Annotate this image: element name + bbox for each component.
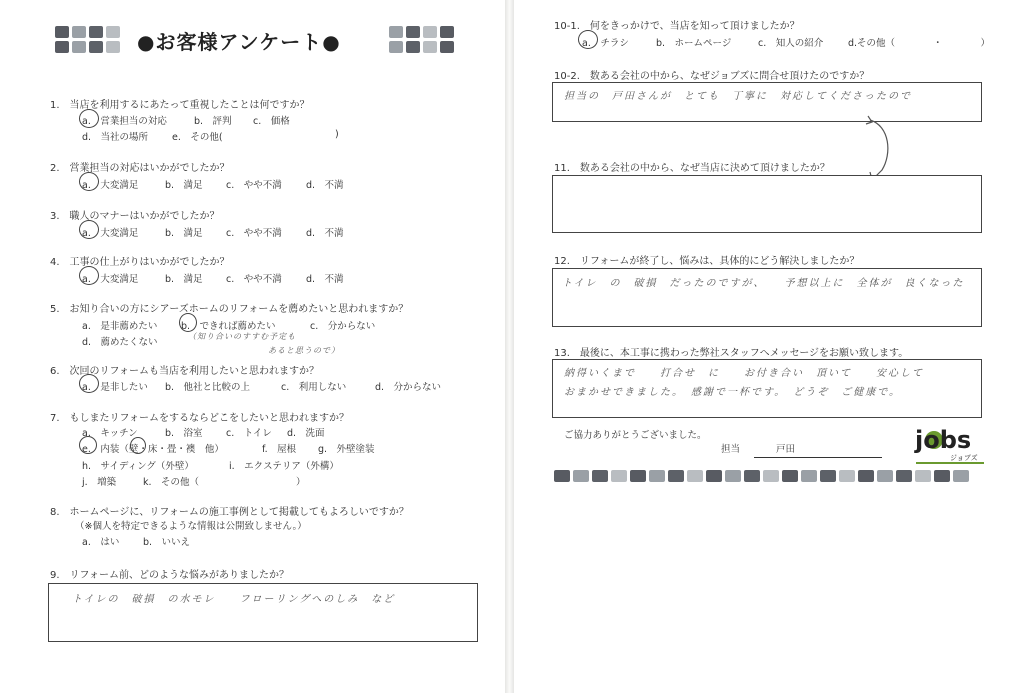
q7-option-k-close: ）: [296, 477, 306, 488]
q2-selected-circle: [79, 172, 99, 191]
survey-left-page: [0, 0, 505, 693]
pattern-square: [687, 470, 703, 482]
pattern-square: [406, 41, 420, 53]
question-9: 9. リフォーム前、どのような悩みがありましたか？: [50, 570, 290, 581]
pattern-square: [782, 470, 798, 482]
pattern-square: [106, 26, 120, 38]
pattern-square: [820, 470, 836, 482]
q13-handwritten-line-1: 納得いくまで 打合せ に お付き合い 頂いて 安心して: [564, 368, 924, 379]
q7-option-a[interactable]: a. キッチン: [82, 428, 138, 439]
decorative-squares-left: [55, 26, 121, 54]
q10-1-option-d[interactable]: d.その他（ ・ ）: [848, 38, 991, 49]
pattern-square: [55, 41, 69, 53]
pattern-square: [423, 26, 437, 38]
staff-name: 戸田: [776, 444, 796, 455]
staff-signature-line: [754, 457, 882, 458]
pattern-square: [706, 470, 722, 482]
question-6: 6. 次回のリフォームも当店を利用したいと思われますか？: [50, 366, 320, 377]
q5-option-b[interactable]: b. できれば薦めたい: [181, 321, 276, 332]
pattern-square: [877, 470, 893, 482]
question-5: 5. お知り合いの方にシアーズホームのリフォームを薦めたいと思われますか？: [50, 304, 409, 315]
q8-option-b[interactable]: b. いいえ: [143, 537, 191, 548]
pattern-square: [763, 470, 779, 482]
q12-handwritten-answer: トイレ の 破損 だったのですが、 予想以上に 全体が 良くなった: [562, 278, 965, 289]
pattern-square: [934, 470, 950, 482]
q3-selected-circle: [79, 220, 99, 239]
question-8: 8. ホームページに、リフォームの施工事例として掲載してもよろしいですか？: [50, 507, 409, 518]
q7-option-e[interactable]: e. 内装（壁・床・畳・襖 他）: [82, 444, 224, 455]
q5-handwritten-note-2: あると思うので）: [268, 346, 340, 355]
q1-selected-circle: [79, 109, 99, 128]
q6-option-d[interactable]: d. 分からない: [375, 382, 442, 393]
q1-option-b[interactable]: b. 評判: [194, 116, 232, 127]
q6-option-c[interactable]: c. 利用しない: [281, 382, 347, 393]
q8-note: （※個人を特定できるような情報は公開致しません。）: [75, 521, 307, 532]
question-7: 7. もしまたリフォームをするならどこをしたいと思われますか？: [50, 413, 350, 424]
pattern-square: [89, 41, 103, 53]
q5-option-a[interactable]: a. 是非薦めたい: [82, 321, 158, 332]
pattern-square: [801, 470, 817, 482]
logo-subtext: ジョブズ: [950, 454, 978, 462]
q3-option-a[interactable]: a. 大変満足: [82, 228, 139, 239]
q6-option-a[interactable]: a. 是非したい: [82, 382, 148, 393]
logo-text: jobs: [915, 426, 972, 454]
pattern-square: [89, 26, 103, 38]
q10-1-option-b[interactable]: b. ホームページ: [656, 38, 732, 49]
q2-option-c[interactable]: c. やや不満: [226, 180, 282, 191]
pattern-square: [630, 470, 646, 482]
q7-option-f[interactable]: f. 屋根: [262, 444, 297, 455]
q2-option-d[interactable]: d. 不満: [306, 180, 344, 191]
q6-selected-circle: [79, 374, 99, 393]
pattern-square: [592, 470, 608, 482]
q1-option-e[interactable]: e. その他(: [172, 132, 223, 143]
q3-option-c[interactable]: c. やや不満: [226, 228, 282, 239]
q6-option-b[interactable]: b. 他社と比較の上: [165, 382, 251, 393]
page-title: ●お客様アンケート●: [137, 30, 341, 54]
q4-option-b[interactable]: b. 満足: [165, 274, 203, 285]
q10-1-option-a[interactable]: a. チラシ: [582, 38, 629, 49]
q2-option-b[interactable]: b. 満足: [165, 180, 203, 191]
q13-handwritten-line-2: おまかせできました。 感謝で一杯です。 どうぞ ご健康で。: [564, 387, 901, 398]
q3-option-d[interactable]: d. 不満: [306, 228, 344, 239]
pattern-square: [106, 41, 120, 53]
question-13: 13. 最後に、本工事に携わった弊社スタッフへメッセージをお願い致します。: [554, 348, 909, 359]
pattern-square: [839, 470, 855, 482]
q11-answer-box[interactable]: [552, 175, 982, 233]
q5-handwritten-note-1: （知り合いのすすむ予定も: [188, 332, 297, 341]
q4-option-c[interactable]: c. やや不満: [226, 274, 282, 285]
q7-selected-circle-wall: [130, 437, 146, 454]
question-4: 4. 工事の仕上がりはいかがでしたか？: [50, 257, 230, 268]
q9-handwritten-answer: トイレの 破損 の水モレ フローリングへのしみ など: [72, 594, 396, 605]
q7-option-k[interactable]: k. その他（: [143, 477, 200, 488]
q7-option-d[interactable]: d. 洗面: [287, 428, 325, 439]
page-fold: [505, 0, 514, 693]
jobs-logo: [914, 418, 986, 466]
pattern-square: [55, 26, 69, 38]
q1-option-e-close: ): [335, 129, 339, 140]
pattern-square: [858, 470, 874, 482]
q5-selected-circle: [179, 313, 197, 332]
survey-right-page: [514, 0, 1024, 693]
question-12: 12. リフォームが終了し、悩みは、具体的にどう解決しましたか？: [554, 256, 860, 267]
pattern-square: [896, 470, 912, 482]
q10-1-option-c[interactable]: c. 知人の紹介: [758, 38, 824, 49]
pattern-square: [611, 470, 627, 482]
q1-option-a[interactable]: a. 営業担当の対応: [82, 116, 167, 127]
pattern-square: [440, 41, 454, 53]
question-10-2: 10-2. 数ある会社の中から、なぜジョブズに問合せ頂けたのですか？: [554, 71, 870, 82]
pattern-square: [72, 41, 86, 53]
pattern-square: [72, 26, 86, 38]
q7-option-j[interactable]: j. 増築: [82, 477, 117, 488]
question-3: 3. 職人のマナーはいかがでしたか？: [50, 211, 220, 222]
q7-option-g[interactable]: g. 外壁塗装: [318, 444, 375, 455]
q7-option-i[interactable]: i. エクステリア（外構）: [229, 461, 339, 472]
q10-2-handwritten-answer: 担当の 戸田さんが とても 丁寧に 対応してくださったので: [564, 91, 912, 102]
q7-option-b[interactable]: b. 浴室: [165, 428, 203, 439]
decorative-squares-right: [389, 26, 455, 54]
pattern-square: [423, 41, 437, 53]
question-10-1: 10-1. 何をきっかけで、当店を知って頂けましたか？: [554, 21, 800, 32]
pattern-square: [573, 470, 589, 482]
q3-option-b[interactable]: b. 満足: [165, 228, 203, 239]
pattern-square: [915, 470, 931, 482]
pattern-square: [440, 26, 454, 38]
pattern-square: [649, 470, 665, 482]
pattern-square: [406, 26, 420, 38]
q4-option-d[interactable]: d. 不満: [306, 274, 344, 285]
question-1: 1. 当店を利用するにあたって重視したことは何ですか？: [50, 100, 310, 111]
staff-label: 担当: [721, 444, 741, 455]
q4-selected-circle: [79, 266, 99, 285]
pattern-square: [554, 470, 570, 482]
q1-option-d[interactable]: d. 当社の場所: [82, 132, 149, 143]
q5-option-c[interactable]: c. 分からない: [310, 321, 376, 332]
q7-option-c[interactable]: c. トイレ: [226, 428, 272, 439]
pattern-square: [389, 41, 403, 53]
q7-option-h[interactable]: h. サイディング（外壁）: [82, 461, 194, 472]
q8-option-a[interactable]: a. はい: [82, 537, 120, 548]
question-11: 11. 数ある会社の中から、なぜ当店に決めて頂けましたか？: [554, 163, 830, 174]
q4-option-a[interactable]: a. 大変満足: [82, 274, 139, 285]
pattern-square: [744, 470, 760, 482]
pattern-square: [725, 470, 741, 482]
pattern-square: [668, 470, 684, 482]
q5-option-d[interactable]: d. 薦めたくない: [82, 337, 158, 348]
q2-option-a[interactable]: a. 大変満足: [82, 180, 139, 191]
pattern-square: [953, 470, 969, 482]
thanks-text: ご協力ありがとうございました。: [564, 430, 707, 441]
survey-title-bar: [55, 20, 435, 60]
decorative-square-strip: [554, 470, 969, 482]
question-2: 2. 営業担当の対応はいかがでしたか？: [50, 163, 230, 174]
q1-option-c[interactable]: c. 価格: [253, 116, 290, 127]
pattern-square: [389, 26, 403, 38]
q10-1-selected-circle: [578, 30, 598, 49]
q7-selected-circle-e: [79, 436, 97, 454]
